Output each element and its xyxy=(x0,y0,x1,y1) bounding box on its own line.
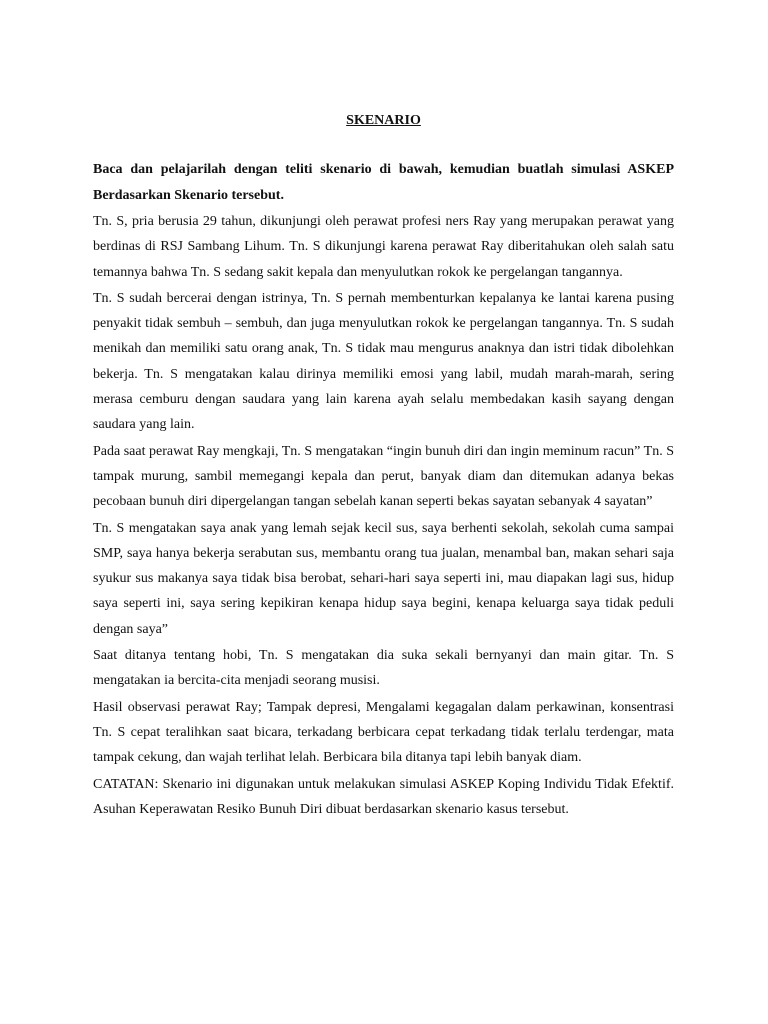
scenario-paragraph-2: Tn. S sudah bercerai dengan istrinya, Tn. S pernah membenturkan kepalanya ke lantai karena pusing penyakit tidak sembuh – sembuh, dan juga menyulutkan rokok ke pergelangan tangannya. Tn. S sudah menikah dan memiliki satu orang anak, Tn. S tidak mau mengurus anaknya dan istri tidak dibolehkan bekerja. Tn. S mengatakan kalau dirinya memiliki emosi yang labil, mudah marah-marah, sering merasa cemburu dengan saudara yang lain karena ayah selalu membedakan kasih sayang dengan saudara yang lain. xyxy=(93,290,674,433)
scenario-paragraph-1: Tn. S, pria berusia 29 tahun, dikunjungi oleh perawat profesi ners Ray yang merupakan perawat yang berdinas di RSJ Sambang Lihum. Tn. S dikunjungi karena perawat Ray diberitahukan oleh salah satu temannya bahwa Tn. S sedang sakit kepala dan menyulutkan rokok ke pergelangan tangannya. xyxy=(93,214,674,280)
instruction-paragraph: Baca dan pelajarilah dengan teliti skenario di bawah, kemudian buatlah simulasi ASKEP Berdasarkan Skenario tersebut. xyxy=(93,162,674,203)
scenario-paragraph-4: Tn. S mengatakan saya anak yang lemah sejak kecil sus, saya berhenti sekolah, sekolah cuma sampai SMP, saya hanya bekerja serabutan sus, membantu orang tua jualan, menambal ban, makan sehari saja syukur sus makanya saya tidak bisa berobat, sehari-hari saya seperti ini, mau diapakan lagi sus, hidup saya seperti ini, saya sering kepikiran kenapa hidup saya begini, kenapa keluarga saya tidak peduli dengan saya” xyxy=(93,520,674,637)
document-title: SKENARIO xyxy=(346,113,421,128)
scenario-paragraph-3: Pada saat perawat Ray mengkaji, Tn. S mengatakan “ingin bunuh diri dan ingin meminum racun” Tn. S tampak murung, sambil memegangi kepala dan perut, banyak diam dan ditemukan adanya bekas pecobaan bunuh diri dipergelangan tangan sebelah kanan seperti bekas sayatan sebanyak 4 sayatan” xyxy=(93,443,674,510)
document-page xyxy=(93,108,674,823)
note-paragraph: CATATAN: Skenario ini digunakan untuk melakukan simulasi ASKEP Koping Individu Tidak Efektif. Asuhan Keperawatan Resiko Bunuh Diri dibuat berdasarkan skenario kasus tersebut. xyxy=(93,776,674,817)
observation-paragraph: Hasil observasi perawat Ray; Tampak depresi, Mengalami kegagalan dalam perkawinan, konsentrasi Tn. S cepat teralihkan saat bicara, terkadang berbicara cepat terkadang tidak terlalu terdengar, mata tampak cekung, dan wajah terlihat lelah. Berbicara bila ditanya tapi lebih banyak diam. xyxy=(93,699,674,766)
scenario-paragraph-5: Saat ditanya tentang hobi, Tn. S mengatakan dia suka sekali bernyanyi dan main gitar. Tn. S mengatakan ia bercita-cita menjadi seorang musisi. xyxy=(93,648,674,689)
